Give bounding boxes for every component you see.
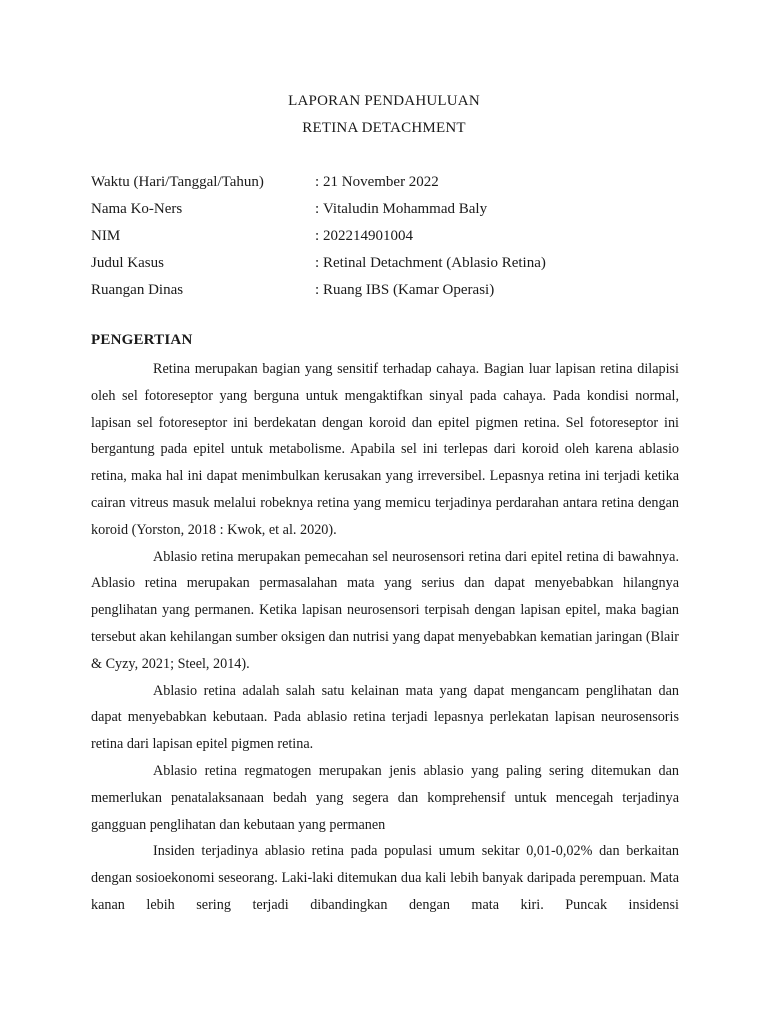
- meta-row-date: [91, 174, 691, 201]
- meta-label: NIM: [91, 228, 121, 244]
- report-metadata: [91, 174, 691, 309]
- paragraph: Ablasio retina merupakan pemecahan sel neurosensori retina dari epitel retina di bawahnya. Ablasio retina merupakan permasalahan mata yang serius dan dapat menyebabkan hilangnya penglihatan yang permanen. Ketika lapisan neurosensori terpisah dengan lapisan epitel, maka bagian tersebut akan kehilangan sumber oksigen dan nutrisi yang dapat menyebabkan kematian jaringan (Blair & Cyzy, 2021; Steel, 2014).: [91, 548, 679, 672]
- meta-value: Vitaludin Mohammad Baly: [323, 201, 488, 217]
- meta-label: Nama Ko-Ners: [91, 201, 183, 217]
- paragraph: Retina merupakan bagian yang sensitif terhadap cahaya. Bagian luar lapisan retina dilapisi oleh sel fotoreseptor yang berguna untuk mengaktifkan sinyal pada cahaya. Pada kondisi normal, lapisan sel fotoreseptor ini berdekatan dengan koroid dan epitel pigmen retina. Sel fotoreseptor ini bergantung pada epitel untuk metabolisme. Apabila sel ini terlepas dari koroid oleh karena ablasio retina, maka hal ini dapat menimbulkan kerusakan yang irreversibel. Lepasnya retina ini terjadi ketika cairan vitreus masuk melalui robeknya retina yang memicu terjadinya perdarahan antara retina dengan koroid (Yorston, 2018 : Kwok, et al. 2020).: [91, 361, 679, 538]
- meta-value: Retinal Detachment (Ablasio Retina): [323, 255, 546, 271]
- document-title: LAPORAN PENDAHULUAN: [288, 93, 480, 109]
- meta-colon: :: [315, 201, 320, 217]
- meta-label: Waktu (Hari/Tanggal/Tahun): [91, 174, 264, 190]
- meta-colon: :: [315, 228, 320, 244]
- document-subtitle: RETINA DETACHMENT: [302, 120, 466, 136]
- paragraph: Insiden terjadinya ablasio retina pada populasi umum sekitar 0,01-0,02% dan berkaitan dengan sosioekonomi seseorang. Laki-laki ditemukan dua kali lebih banyak daripada perempuan. Mata kanan lebih sering terjadi dibandingkan dengan mata kiri. Puncak insidensi: [91, 843, 679, 913]
- meta-row-nim: [91, 228, 691, 255]
- meta-value: 21 November 2022: [323, 174, 439, 190]
- meta-colon: :: [315, 282, 320, 298]
- paragraph: Ablasio retina adalah salah satu kelainan mata yang dapat mengancam penglihatan dan dapat menyebabkan kebutaan. Pada ablasio retina terjadi lepasnya perlekatan lapisan neurosensoris retina dari lapisan epitel pigmen retina.: [91, 682, 679, 753]
- section-heading: PENGERTIAN: [91, 332, 193, 348]
- paragraph: Ablasio retina regmatogen merupakan jenis ablasio yang paling sering ditemukan dan memerlukan penatalaksanaan bedah yang segera dan komprehensif untuk mencegah terjadinya gangguan penglihatan dan kebutaan yang permanen: [91, 762, 679, 833]
- meta-label: Ruangan Dinas: [91, 282, 184, 298]
- meta-value: Ruang IBS (Kamar Operasi): [323, 282, 495, 298]
- meta-value: 202214901004: [323, 228, 413, 244]
- meta-colon: :: [315, 255, 320, 271]
- meta-row-case: [91, 255, 691, 282]
- section-body: [91, 356, 679, 919]
- meta-row-room: [91, 282, 691, 309]
- meta-label: Judul Kasus: [91, 255, 164, 271]
- meta-colon: :: [315, 174, 320, 190]
- meta-row-name: [91, 201, 691, 228]
